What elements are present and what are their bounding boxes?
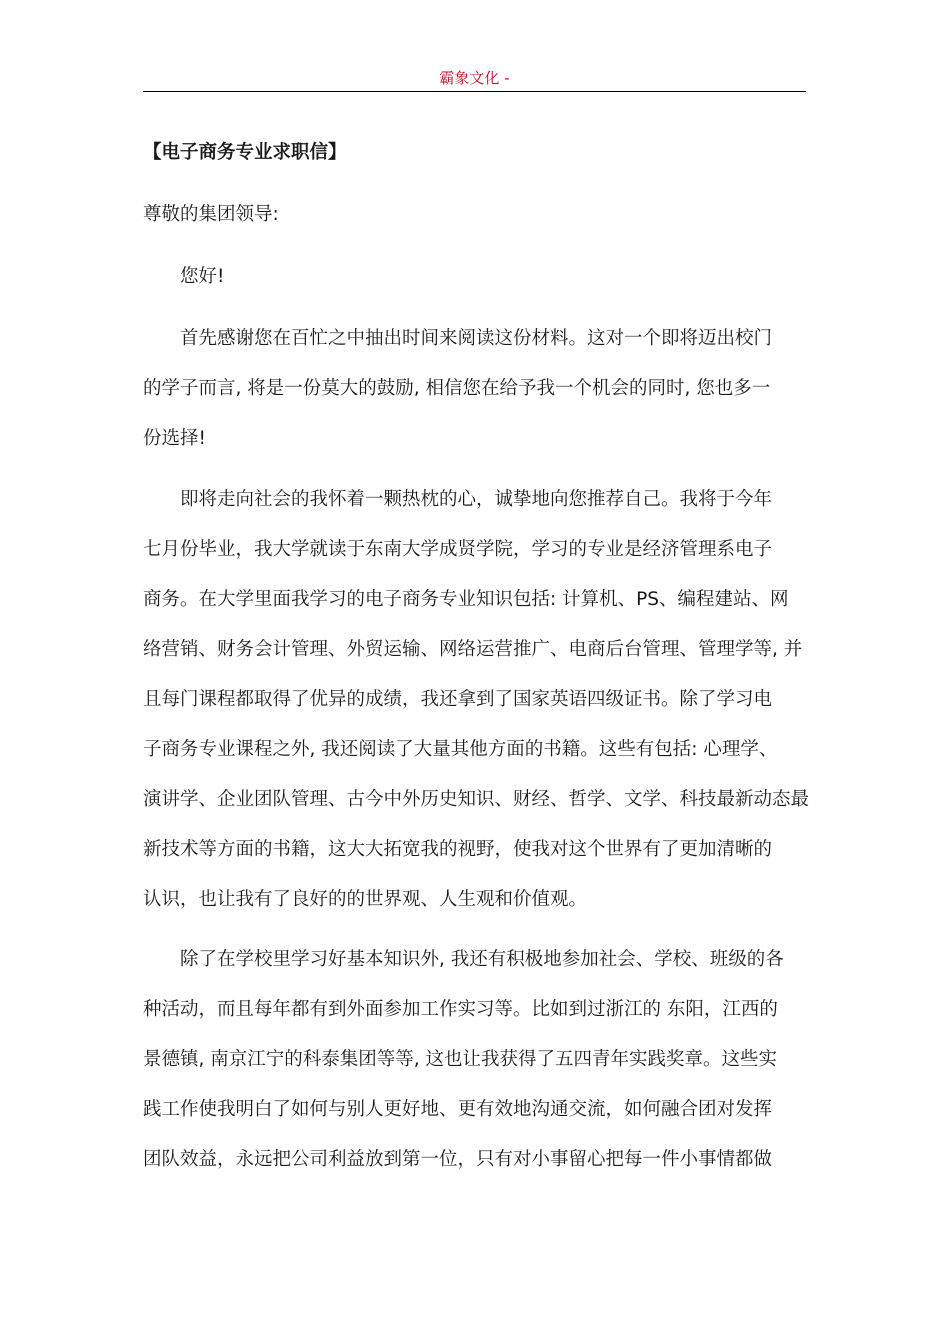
paragraph-line: 商务。在大学里面我学习的电子商务专业知识包括: 计算机、PS、编程建站、网 bbox=[143, 589, 789, 610]
page-header: 霸象文化 - bbox=[439, 69, 510, 87]
paragraph-line: 首先感谢您在百忙之中抽出时间来阅读这份材料。这对一个即将迈出校门 bbox=[143, 328, 773, 349]
paragraph-line: 络营销、财务会计管理、外贸运输、网络运营推广、电商后台管理、管理学等, 并 bbox=[143, 639, 803, 660]
paragraph-line: 景德镇, 南京江宁的科泰集团等等, 这也让我获得了五四青年实践奖章。这些实 bbox=[143, 1049, 778, 1070]
paragraph-line: 践工作使我明白了如何与别人更好地、更有效地沟通交流，如何融合团对发挥 bbox=[143, 1099, 773, 1120]
salutation-text: 尊敬的集团领导: bbox=[143, 204, 279, 225]
paragraph-line: 认识，也让我有了良好的的世界观、人生观和价值观。 bbox=[143, 889, 588, 910]
letter-salutation bbox=[143, 190, 799, 240]
paragraph-line: 份选择! bbox=[143, 428, 206, 449]
paragraph-line: 七月份毕业，我大学就读于东南大学成贤学院，学习的专业是经济管理系电子 bbox=[143, 539, 773, 560]
paragraph-line: 新技术等方面的书籍，这大大拓宽我的视野，使我对这个世界有了更加清晰的 bbox=[143, 839, 773, 860]
paragraph-line: 子商务专业课程之外, 我还阅读了大量其他方面的书籍。这些有包括: 心理学、 bbox=[143, 739, 778, 760]
paragraph-line: 且每门课程都取得了优异的成绩，我还拿到了国家英语四级证书。除了学习电 bbox=[143, 689, 773, 710]
letter-title: 【电子商务专业求职信】 bbox=[143, 142, 347, 163]
paragraph-1 bbox=[143, 314, 799, 464]
header-divider bbox=[143, 91, 806, 92]
paragraph-2 bbox=[143, 475, 810, 925]
paragraph-line: 的学子而言, 将是一份莫大的鼓励, 相信您在给予我一个机会的同时, 您也多一 bbox=[143, 378, 771, 399]
paragraph-line: 即将走向社会的我怀着一颗热枕的心，诚挚地向您推荐自己。我将于今年 bbox=[143, 489, 773, 510]
paragraph-line: 除了在学校里学习好基本知识外, 我还有积极地参加社会、学校、班级的各 bbox=[143, 949, 784, 970]
letter-greeting bbox=[143, 252, 799, 302]
paragraph-line: 团队效益，永远把公司利益放到第一位，只有对小事留心把每一件小事情都做 bbox=[143, 1149, 773, 1170]
paragraph-3 bbox=[143, 935, 799, 1185]
paragraph-line: 演讲学、企业团队管理、古今中外历史知识、财经、哲学、文学、科技最新动态最 bbox=[143, 789, 810, 810]
paragraph-line: 种活动，而且每年都有到外面参加工作实习等。比如到过浙江的 东阳，江西的 bbox=[143, 999, 778, 1020]
greeting-text: 您好! bbox=[143, 266, 225, 287]
